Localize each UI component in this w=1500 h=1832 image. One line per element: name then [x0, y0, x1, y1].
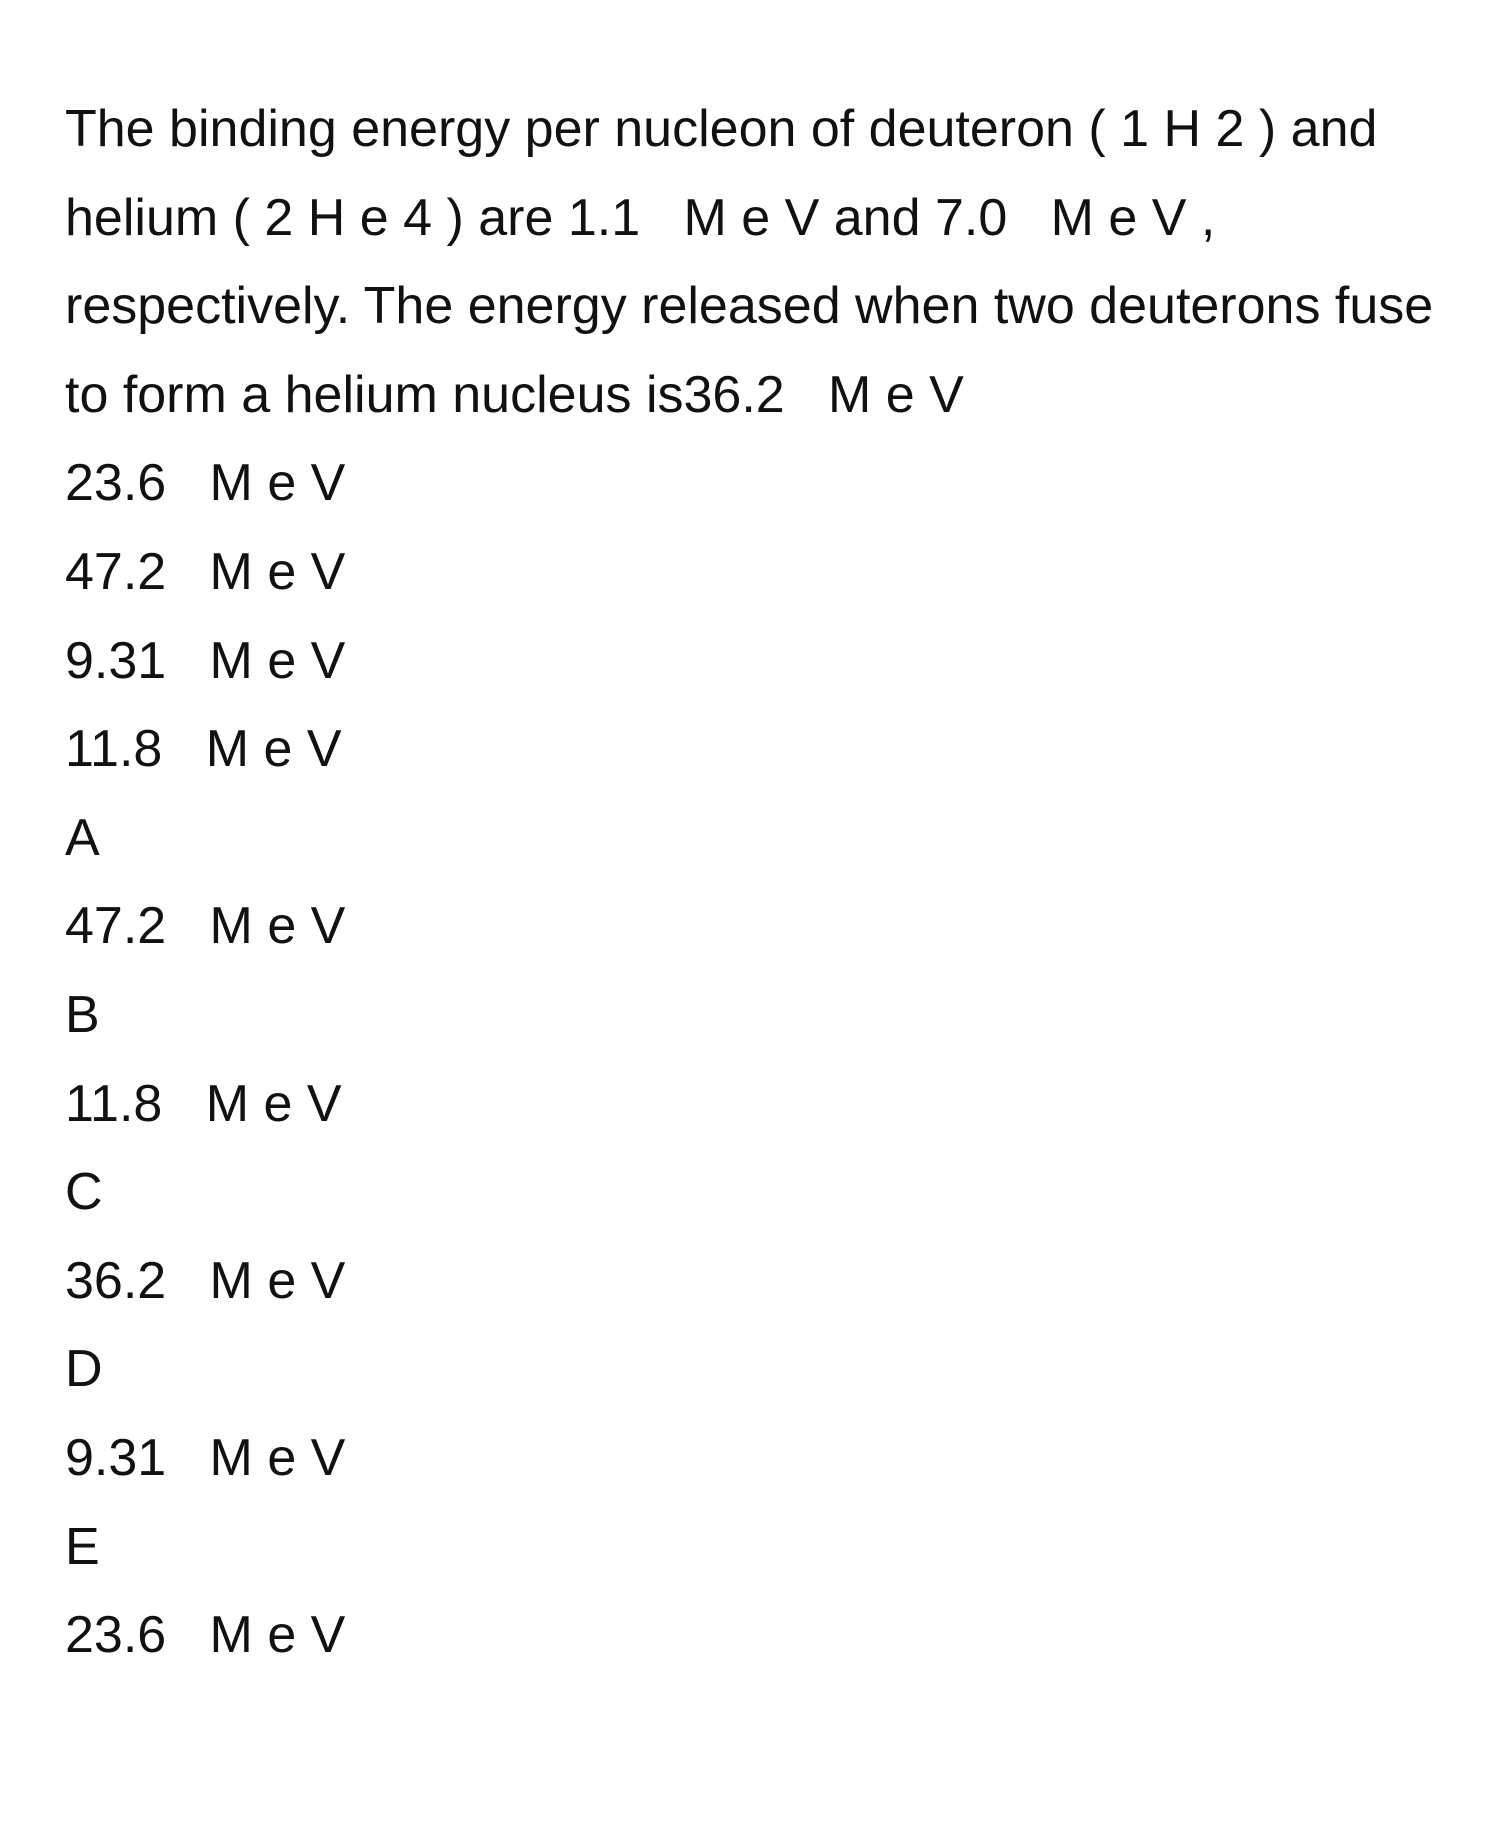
choice-letter: E	[65, 1517, 100, 1576]
choice-b[interactable]	[65, 971, 1455, 1148]
choice-letter: A	[65, 808, 100, 867]
unlabeled-option: 11.8 M e V	[65, 720, 342, 779]
choice-e[interactable]	[65, 1503, 1455, 1680]
question-text: The binding energy per nucleon of deuteron ( 1 H 2 ) and helium ( 2 H e 4 ) are 1.1 M e V and 7.0 M e V , respectively. The energy released when two deuterons fuse to form a helium nucleus is36.2 M e V	[65, 100, 1448, 424]
choice-a[interactable]	[65, 794, 1455, 971]
unlabeled-option: 9.31 M e V	[65, 631, 346, 690]
choice-letter: B	[65, 985, 100, 1044]
choice-value: 47.2 M e V	[65, 897, 346, 956]
unlabeled-option: 23.6 M e V	[65, 454, 346, 513]
choice-value: 23.6 M e V	[65, 1606, 346, 1665]
choice-list	[65, 794, 1455, 1680]
choice-value: 11.8 M e V	[65, 1074, 342, 1133]
question-document	[65, 85, 1455, 1680]
choice-value: 9.31 M e V	[65, 1428, 346, 1487]
choice-value: 36.2 M e V	[65, 1251, 346, 1310]
choice-d[interactable]	[65, 1325, 1455, 1502]
choice-letter: C	[65, 1163, 103, 1222]
unlabeled-options-list	[65, 439, 1455, 793]
choice-letter: D	[65, 1340, 103, 1399]
choice-c[interactable]	[65, 1148, 1455, 1325]
unlabeled-option: 47.2 M e V	[65, 542, 346, 601]
